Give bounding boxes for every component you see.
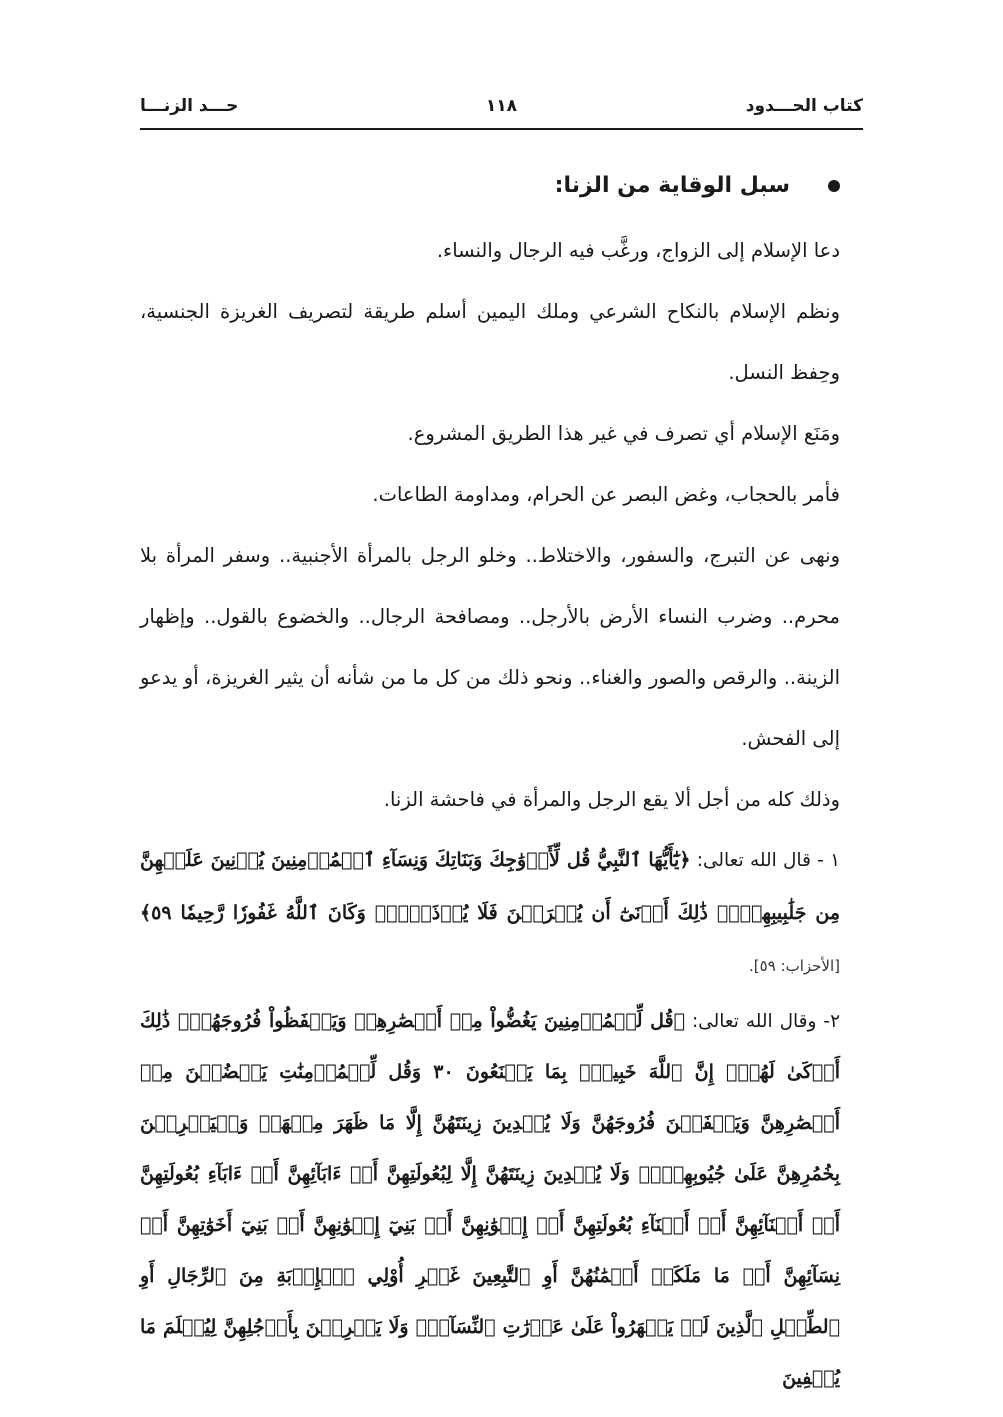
section-heading — [140, 162, 840, 210]
verse-reference: [الأحزاب: ٥٩]. — [749, 957, 840, 975]
verse-block-2 — [140, 996, 840, 1404]
chapter-title: حـــد الزنـــا — [140, 96, 239, 116]
verse-number: ١ - — [817, 850, 840, 871]
paragraph: ونهى عن التبرج، والسفور، والاختلاط.. وخلو الرجل بالمرأة الأجنبية.. وسفر المرأة بلا محرم.. وضرب النساء الأرض بالأرجل.. ومصافحة الرجال.. والخضوع بالقول.. وإظهار الزينة.. والرقص والصور والغناء.. ونحو ذلك من كل ما من شأنه أن يثير الغريزة، أو يدعو إلى الفحش. — [140, 544, 840, 750]
paragraph: دعا الإسلام إلى الزواج، ورغَّب فيه الرجال والنساء. — [436, 239, 840, 262]
header-divider — [140, 128, 863, 130]
page-number: ١١٨ — [485, 96, 518, 116]
page-body — [140, 162, 840, 1404]
verse-number: ٢- — [823, 1011, 840, 1032]
page-header — [140, 96, 863, 126]
verse-intro: قال الله تعالى: — [696, 850, 811, 871]
section-heading-text: سبل الوقاية من الزنا: — [554, 173, 790, 198]
paragraph: وذلك كله من أجل ألا يقع الرجل والمرأة في فاحشة الزنا. — [383, 788, 840, 811]
verse-block-1 — [140, 834, 840, 992]
book-title: كتاب الحـــدود — [745, 96, 863, 116]
verse-intro: وقال الله تعالى: — [691, 1011, 817, 1032]
quran-verse: ﴿يَٰٓأَيُّهَا ٱلنَّبِيُّ قُل لِّأَزۡوَٰجِكَ وَبَنَاتِكَ وَنِسَآءِ ٱلۡمُؤۡمِنِينَ يُدۡنِينَ عَلَيۡهِنَّ مِن جَلَٰبِيبِهِنَّۚ ذَٰلِكَ أَدۡنَىٰٓ أَن يُعۡرَفۡنَ فَلَا يُؤۡذَيۡنَۗ وَكَانَ ٱللَّهُ غَفُورٗا رَّحِيمٗا ٥٩﴾ — [140, 849, 840, 924]
paragraph: ومَنَع الإسلام أي تصرف في غير هذا الطريق المشروع. — [407, 422, 840, 445]
quran-verse: ﴿قُل لِّلۡمُؤۡمِنِينَ يَغُضُّواْ مِنۡ أَبۡصَٰرِهِمۡ وَيَحۡفَظُواْ فُرُوجَهُمۡۚ ذَٰلِكَ أَزۡكَىٰ لَهُمۡۗ إِنَّ ٱللَّهَ خَبِيرُۢ بِمَا يَصۡنَعُونَ ٣٠ وَقُل لِّلۡمُؤۡمِنَٰتِ يَغۡضُضۡنَ مِنۡ أَبۡصَٰرِهِنَّ وَيَحۡفَظۡنَ فُرُوجَهُنَّ وَلَا يُبۡدِينَ زِينَتَهُنَّ إِلَّا مَا ظَهَرَ مِنۡهَاۖ وَلۡيَضۡرِبۡنَ بِخُمُرِهِنَّ عَلَىٰ جُيُوبِهِنَّۖ وَلَا يُبۡدِينَ زِينَتَهُنَّ إِلَّا لِبُعُولَتِهِنَّ أَوۡ ءَابَآئِهِنَّ أَوۡ ءَابَآءِ بُعُولَتِهِنَّ أَوۡ أَبۡنَآئِهِنَّ أَوۡ أَبۡنَآءِ بُعُولَتِهِنَّ أَوۡ إِخۡوَٰنِهِنَّ أَوۡ بَنِيٓ إِخۡوَٰنِهِنَّ أَوۡ بَنِيٓ أَخَوَٰتِهِنَّ أَوۡ نِسَآئِهِنَّ أَوۡ مَا مَلَكَتۡ أَيۡمَٰنُهُنَّ أَوِ ٱلتَّٰبِعِينَ غَيۡرِ أُوْلِي ٱلۡإِرۡبَةِ مِنَ ٱلرِّجَالِ أَوِ ٱلطِّفۡلِ ٱلَّذِينَ لَمۡ يَظۡهَرُواْ عَلَىٰ عَوۡرَٰتِ ٱلنِّسَآءِۖ وَلَا يَضۡرِبۡنَ بِأَرۡجُلِهِنَّ لِيُعۡلَمَ مَا يُخۡفِينَ — [140, 1010, 840, 1389]
bullet-icon — [828, 180, 840, 192]
paragraph: فأمر بالحجاب، وغض البصر عن الحرام، ومداومة الطاعات. — [372, 483, 840, 506]
paragraph: ونظم الإسلام بالنكاح الشرعي وملك اليمين أسلم طريقة لتصريف الغريزة الجنسية، وحِفظ النسل. — [140, 300, 840, 384]
